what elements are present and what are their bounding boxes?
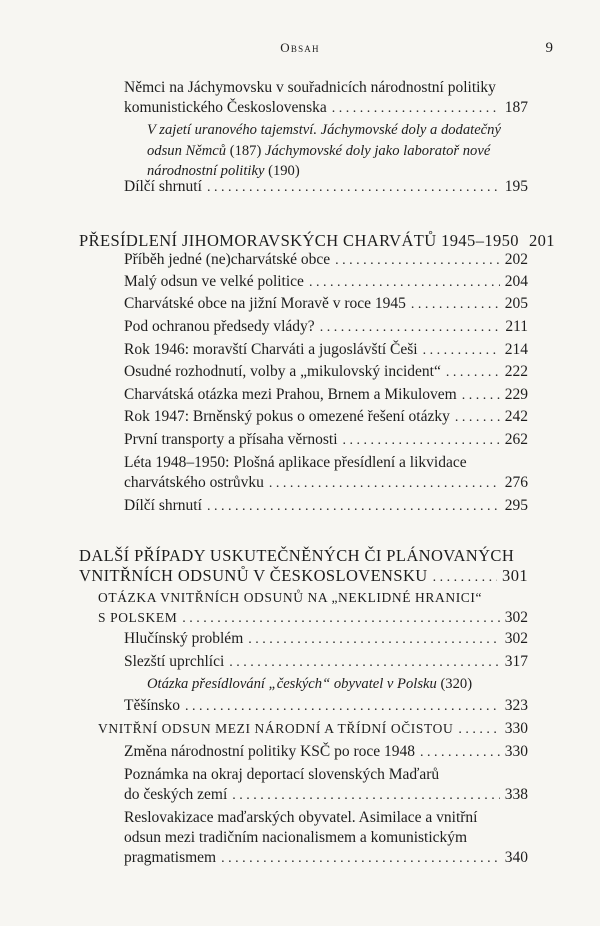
- toc-subtopics: [147, 120, 517, 182]
- subtopic-text: odsun Němců: [147, 142, 227, 159]
- toc-entry-line: odsun mezi tradičním nacionalismem a komunistickým: [124, 829, 468, 846]
- toc-entry-page: 202: [504, 251, 528, 268]
- running-title: Obsah: [280, 40, 320, 55]
- toc-entry[interactable]: [124, 250, 528, 271]
- toc-entry-page: 214: [504, 341, 528, 358]
- toc-entry-page: 330: [504, 743, 528, 760]
- leader-dots: [455, 408, 500, 428]
- toc-entry-title: Příběh jedné (ne)charvátské obce: [124, 251, 331, 268]
- toc-entry-title: Charvátské obce na jižní Moravě v roce 1945: [124, 295, 406, 312]
- toc-entry-page: 262: [504, 431, 528, 448]
- leader-dots: [221, 849, 500, 869]
- leader-dots: [309, 273, 500, 293]
- toc-entry-summary[interactable]: [124, 177, 528, 198]
- toc-entry-page: 302: [504, 630, 528, 647]
- toc-entry-line: Poznámka na okraj deportací slovenských Maďarů: [124, 766, 440, 783]
- section-title: VNITŘNÍ ODSUN MEZI NÁRODNÍ A TŘÍDNÍ OČISTOU: [98, 721, 454, 736]
- toc-entry-page: 242: [504, 408, 528, 425]
- toc-entry-page: 295: [504, 497, 528, 514]
- toc-section-ocista[interactable]: [98, 719, 528, 740]
- toc-entry-row: [124, 785, 528, 806]
- chapter-page: 201: [528, 231, 555, 250]
- toc-entry-title: Rok 1946: moravští Charváti a jugoslávští Češi: [124, 341, 418, 358]
- toc-entry-page: 338: [504, 786, 528, 803]
- chapter-title: PŘESÍDLENÍ JIHOMORAVSKÝCH CHARVÁTŮ 1945–1950: [79, 231, 519, 250]
- leader-dots: [232, 786, 499, 806]
- toc-entry-title: Osudné rozhodnutí, volby a „mikulovský incident“: [124, 363, 441, 380]
- toc-entry-title: Hlučínský problém: [124, 630, 244, 647]
- toc-entry[interactable]: [124, 407, 528, 428]
- leader-dots: [248, 630, 500, 650]
- toc-entry[interactable]: [124, 696, 528, 717]
- toc-entry[interactable]: [124, 765, 528, 806]
- subtopic-text: Jáchymovské doly jako laboratoř nové: [264, 142, 491, 159]
- toc-entry-row: [124, 98, 528, 119]
- leader-dots: [182, 609, 499, 629]
- page-number: 9: [545, 40, 553, 56]
- toc-entry[interactable]: [124, 340, 528, 361]
- toc-entry-page: 204: [504, 273, 528, 290]
- leader-dots: [320, 318, 501, 338]
- leader-dots: [446, 363, 500, 383]
- toc-entry-title: Dílčí shrnutí: [124, 497, 202, 514]
- leader-dots: [229, 653, 499, 673]
- toc-entry-title: Těšínsko: [124, 697, 180, 714]
- toc-entry-page: 211: [505, 318, 528, 335]
- toc-entry-title: První transporty a přísaha věrnosti: [124, 431, 338, 448]
- toc-entry-title: do českých zemí: [124, 786, 228, 803]
- toc-entry-page: 317: [504, 653, 528, 670]
- toc-entry[interactable]: [124, 808, 528, 869]
- section-title-line: OTÁZKA VNITŘNÍCH ODSUNŮ NA „NEKLIDNÉ HRANICI“: [98, 590, 483, 605]
- toc-entry-page: 276: [504, 474, 528, 491]
- leader-dots: [423, 341, 500, 361]
- leader-dots: [462, 386, 500, 406]
- toc-entry[interactable]: [124, 385, 528, 406]
- note-page: (320): [440, 676, 473, 692]
- toc-entry[interactable]: [124, 496, 528, 517]
- toc-entry[interactable]: [124, 453, 528, 494]
- section-row: [98, 608, 528, 629]
- section-page: 302: [504, 609, 528, 626]
- chapter-title: VNITŘNÍCH ODSUNŮ V ČESKOSLOVENSKU: [79, 566, 428, 585]
- toc-entry-page: 187: [504, 99, 528, 116]
- chapter-title-line: DALŠÍ PŘÍPADY USKUTEČNĚNÝCH ČI PLÁNOVANÝCH: [79, 546, 515, 565]
- toc-entry-title: pragmatismem: [124, 849, 217, 866]
- subtopic-line: [147, 141, 517, 162]
- toc-entry[interactable]: [124, 362, 528, 383]
- toc-entry[interactable]: [124, 294, 528, 315]
- toc-entry-page: 195: [504, 178, 528, 195]
- subtopic-page: (190): [268, 163, 300, 179]
- toc-entry-page: 229: [504, 386, 528, 403]
- leader-dots: [332, 99, 500, 119]
- leader-dots: [207, 178, 500, 198]
- toc-entry[interactable]: [124, 629, 528, 650]
- toc-entry-line: Reslovakizace maďarských obyvatel. Asimilace a vnitřní: [124, 809, 478, 826]
- running-header: [0, 40, 600, 60]
- toc-entry-jachymovsko[interactable]: [124, 78, 528, 119]
- chapter-row: [79, 566, 528, 588]
- toc-entry[interactable]: [124, 430, 528, 451]
- toc-entry-page: 340: [504, 849, 528, 866]
- toc-entry[interactable]: [124, 652, 528, 673]
- leader-dots: [458, 720, 499, 740]
- toc-note: [147, 674, 517, 695]
- toc-entry-title: Slezští uprchlíci: [124, 653, 225, 670]
- toc-entry-page: 222: [504, 363, 528, 380]
- subtopic-page: (187): [229, 142, 262, 159]
- leader-dots: [269, 474, 500, 494]
- toc-entry-line: Němci na Jáchymovsku v souřadnicích národnostní politiky: [124, 79, 496, 96]
- leader-dots: [411, 295, 500, 315]
- leader-dots: [433, 568, 497, 588]
- toc-entry-title: charvátského ostrůvku: [124, 474, 264, 491]
- toc-entry-page: 323: [504, 697, 528, 714]
- toc-entry-title: Pod ochranou předsedy vlády?: [124, 318, 315, 335]
- leader-dots: [420, 743, 500, 763]
- toc-entry-title: komunistického Československa: [124, 99, 327, 116]
- leader-dots: [207, 497, 500, 517]
- toc-entry[interactable]: [124, 272, 528, 293]
- toc-entry-title: Dílčí shrnutí: [124, 178, 202, 195]
- note-text: Otázka přesídlování „českých“ obyvatel v Polsku: [147, 676, 437, 692]
- subtopic-text: národnostní politiky: [147, 163, 265, 179]
- toc-section-polsko[interactable]: [98, 588, 528, 629]
- toc-entry-row: [124, 473, 528, 494]
- toc-entry-title: Charvátská otázka mezi Prahou, Brnem a Mikulovem: [124, 386, 457, 403]
- toc-entry-title: Malý odsun ve velké politice: [124, 273, 304, 290]
- toc-entry-title: Změna národnostní politiky KSČ po roce 1948: [124, 743, 416, 760]
- toc-entry[interactable]: [124, 742, 528, 763]
- toc-entry-page: 205: [504, 295, 528, 312]
- leader-dots: [335, 251, 500, 271]
- toc-entry-line: Léta 1948–1950: Plošná aplikace přesídlení a likvidace: [124, 454, 467, 471]
- toc-entry-row: [124, 848, 528, 869]
- toc-chapter-vnitrni-odsuny[interactable]: [79, 546, 528, 588]
- section-title: S POLSKEM: [98, 610, 178, 625]
- subtopic-line: V zajetí uranového tajemství. Jáchymovské doly a dodatečný: [147, 122, 501, 138]
- leader-dots: [343, 431, 500, 451]
- toc-entry-title: Rok 1947: Brněnský pokus o omezené řešení otázky: [124, 408, 450, 425]
- toc-entry[interactable]: [124, 317, 528, 338]
- section-page: 330: [504, 720, 528, 737]
- leader-dots: [185, 697, 500, 717]
- chapter-page: 301: [502, 566, 528, 585]
